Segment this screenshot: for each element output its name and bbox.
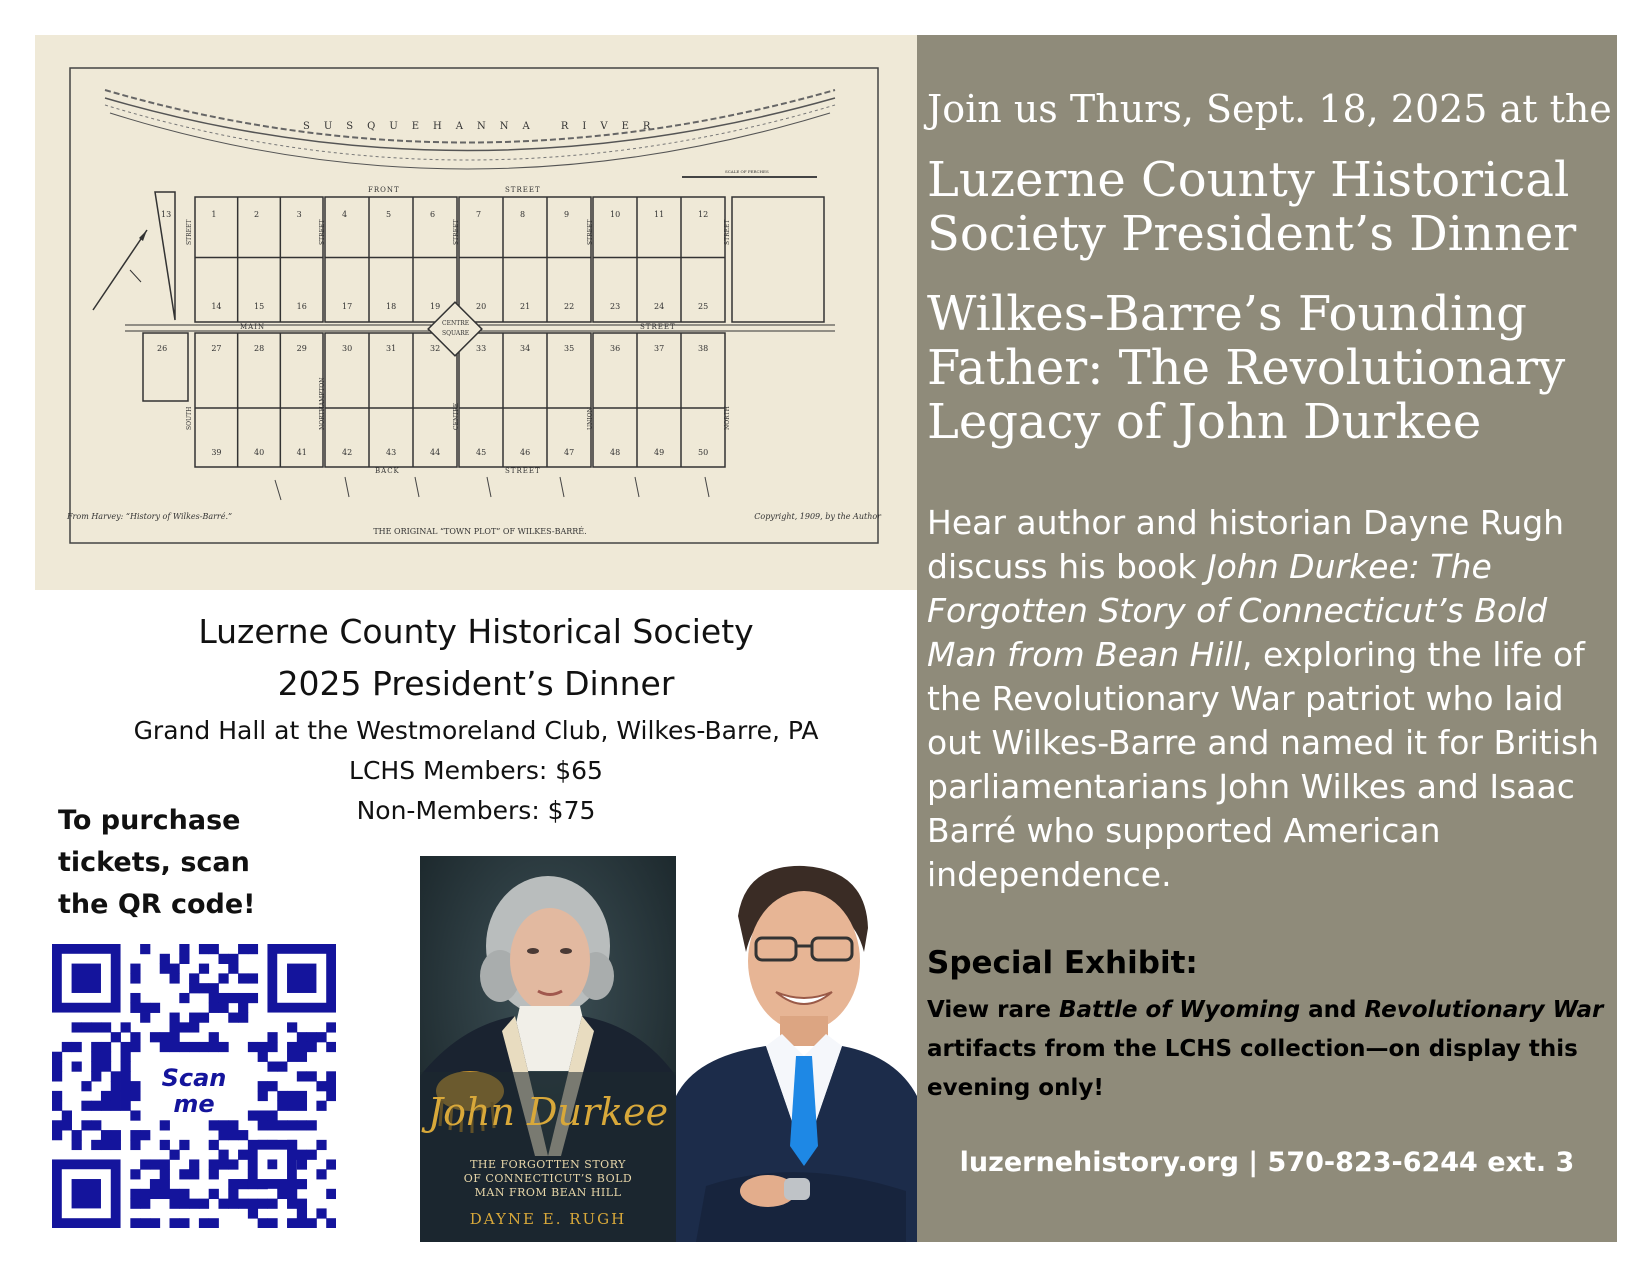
description-intro: Hear author and historian Dayne Rugh discuss his book: [927, 503, 1565, 586]
lot-number: 17: [342, 302, 353, 311]
talk-title-line: Wilkes-Barre’s Founding: [927, 286, 1527, 342]
exhibit-text-part: and: [1300, 997, 1365, 1023]
vertical-street-label: STREET: [453, 219, 460, 245]
lot-number: 26: [157, 344, 168, 353]
vertical-street-label: UNION: [587, 407, 594, 430]
author-portrait: [676, 856, 917, 1242]
town-plot-map: [35, 35, 917, 590]
qr-scan-label: Scan: [161, 1064, 227, 1092]
lot-number: 32: [430, 344, 441, 353]
lot-number: 33: [476, 344, 487, 353]
talk-description: [927, 501, 1615, 897]
lot-number: 5: [386, 210, 392, 219]
lot-number: 34: [520, 344, 531, 353]
lot-number: 10: [610, 210, 621, 219]
lot-number: 8: [520, 210, 526, 219]
front-street-label-1: FRONT: [368, 186, 400, 194]
qr-me-label: me: [173, 1090, 215, 1118]
map-drawing: [35, 35, 917, 590]
qr-pattern: [52, 944, 336, 1228]
lot-number: 44: [430, 448, 441, 457]
talk-title-line: Legacy of John Durkee: [927, 394, 1482, 450]
exhibit-italic: Battle of Wyoming: [1058, 997, 1301, 1023]
lot-number: 4: [342, 210, 348, 219]
lot-number: 49: [654, 448, 665, 457]
lot-number: 19: [430, 302, 441, 311]
lot-number: 21: [520, 302, 531, 311]
lot-number: 18: [386, 302, 397, 311]
exhibit-heading: Special Exhibit:: [927, 945, 1198, 981]
scale-label: SCALE OF PERCHES: [725, 169, 769, 174]
back-street-label-1: BACK: [375, 467, 400, 475]
front-street-label-2: STREET: [505, 186, 541, 194]
lot-number: 46: [520, 448, 531, 457]
lot-number: 39: [211, 448, 222, 457]
main-street-label-1: MAIN: [240, 323, 266, 331]
lot-number: 47: [564, 448, 575, 457]
lot-number: 42: [342, 448, 353, 457]
exhibit-italic: Revolutionary War: [1364, 997, 1604, 1023]
river-label: SUSQUEHANNA RIVER: [303, 121, 665, 132]
exhibit-description: [927, 991, 1615, 1108]
vertical-street-label: STREET: [319, 219, 326, 245]
lot-number: 2: [254, 210, 260, 219]
book-title: John Durkee: [427, 1090, 669, 1134]
main-street-label-2: STREET: [640, 323, 676, 331]
lot-number: 28: [254, 344, 265, 353]
author-photo: [676, 856, 917, 1242]
vertical-street-label: SOUTH: [186, 406, 193, 430]
lot-number: 37: [654, 344, 665, 353]
lot-number: 45: [476, 448, 487, 457]
event-info-panel: [917, 35, 1617, 1242]
exhibit-text-part: artifacts from the LCHS collection—on display this evening only!: [927, 1036, 1578, 1101]
lot-number: 40: [254, 448, 265, 457]
event-date-line: Join us Thurs, Sept. 18, 2025 at the: [927, 87, 1612, 131]
lot-number: 38: [698, 344, 709, 353]
vertical-street-label: CENTRE: [453, 402, 460, 430]
lot-number: 43: [386, 448, 397, 457]
lot-number: 30: [342, 344, 353, 353]
price-members: LCHS Members: $65: [349, 756, 603, 785]
dinner-title-line: Society President’s Dinner: [927, 206, 1577, 262]
lot-number: 31: [386, 344, 397, 353]
centre-square-label-1: CENTRE: [442, 320, 470, 327]
lot-number: 48: [610, 448, 621, 457]
book-subtitle-line: OF CONNECTICUT’S BOLD: [463, 1172, 633, 1185]
lot-number: 41: [296, 448, 307, 457]
talk-title: [927, 287, 1617, 449]
ticket-qr-code[interactable]: [52, 944, 336, 1228]
lot-number: 15: [254, 302, 265, 311]
vertical-street-label: STREET: [724, 219, 731, 245]
vertical-street-label: NORTH: [724, 406, 731, 430]
lot-13: 13: [161, 210, 172, 219]
description-rest: , exploring the life of the Revolutionary War patriot who laid out Wilkes-Barre and named it for British parliamentarians John Wilkes and Isaac Barré who supported American independence.: [927, 635, 1600, 894]
vertical-street-label: STREET: [186, 219, 193, 245]
lot-number: 9: [564, 210, 570, 219]
lot-number: 16: [296, 302, 307, 311]
dinner-title-line: Luzerne County Historical: [927, 152, 1570, 208]
price-nonmembers: Non-Members: $75: [356, 796, 596, 825]
talk-title-line: Father: The Revolutionary: [927, 340, 1566, 396]
book-subtitle-line: THE FORGOTTEN STORY: [470, 1158, 626, 1171]
map-credit-left: From Harvey: “History of Wilkes-Barré.”: [67, 512, 233, 521]
lot-number: 23: [610, 302, 621, 311]
event-venue: Grand Hall at the Westmoreland Club, Wilkes-Barre, PA: [133, 716, 819, 745]
lot-number: 35: [564, 344, 575, 353]
book-subtitle-line: MAN FROM BEAN HILL: [474, 1186, 622, 1199]
lot-number: 50: [698, 448, 709, 457]
lot-number: 12: [698, 210, 709, 219]
book-subtitle: [420, 1158, 676, 1200]
book-title-italic: John Durkee: The Forgotten Story of Connecticut’s Bold Man from Bean Hill: [927, 547, 1548, 674]
vertical-street-label: NORTHAMPTON: [319, 377, 326, 430]
exhibit-text-part: View rare: [927, 997, 1059, 1023]
lot-number: 22: [564, 302, 575, 311]
lot-number: 6: [430, 210, 436, 219]
book-cover: [420, 856, 676, 1242]
map-credit-right: Copyright, 1909, by the Author: [754, 512, 881, 521]
lot-number: 14: [211, 302, 222, 311]
lot-number: 36: [610, 344, 621, 353]
lot-number: 25: [698, 302, 709, 311]
event-title: 2025 President’s Dinner: [277, 664, 675, 703]
map-caption: THE ORIGINAL “TOWN PLOT” OF WILKES-BARRÉ.: [373, 527, 587, 536]
lot-number: 11: [654, 210, 665, 219]
contact-line[interactable]: luzernehistory.org | 570-823-6244 ext. 3: [959, 1147, 1575, 1178]
centre-square-label-2: SQUARE: [442, 330, 470, 337]
purchase-instructions: To purchase tickets, scan the QR code!: [58, 805, 256, 920]
lot-number: 29: [296, 344, 307, 353]
lot-number: 27: [211, 344, 222, 353]
back-street-label-2: STREET: [505, 467, 541, 475]
lot-number: 1: [211, 210, 217, 219]
lot-number: 7: [476, 210, 482, 219]
vertical-street-label: STREET: [587, 219, 594, 245]
lot-number: 20: [476, 302, 487, 311]
lot-number: 24: [654, 302, 665, 311]
book-author: DAYNE E. RUGH: [469, 1210, 627, 1228]
lot-number: 3: [296, 210, 302, 219]
org-name: Luzerne County Historical Society: [198, 612, 754, 651]
dinner-title: [927, 153, 1617, 261]
